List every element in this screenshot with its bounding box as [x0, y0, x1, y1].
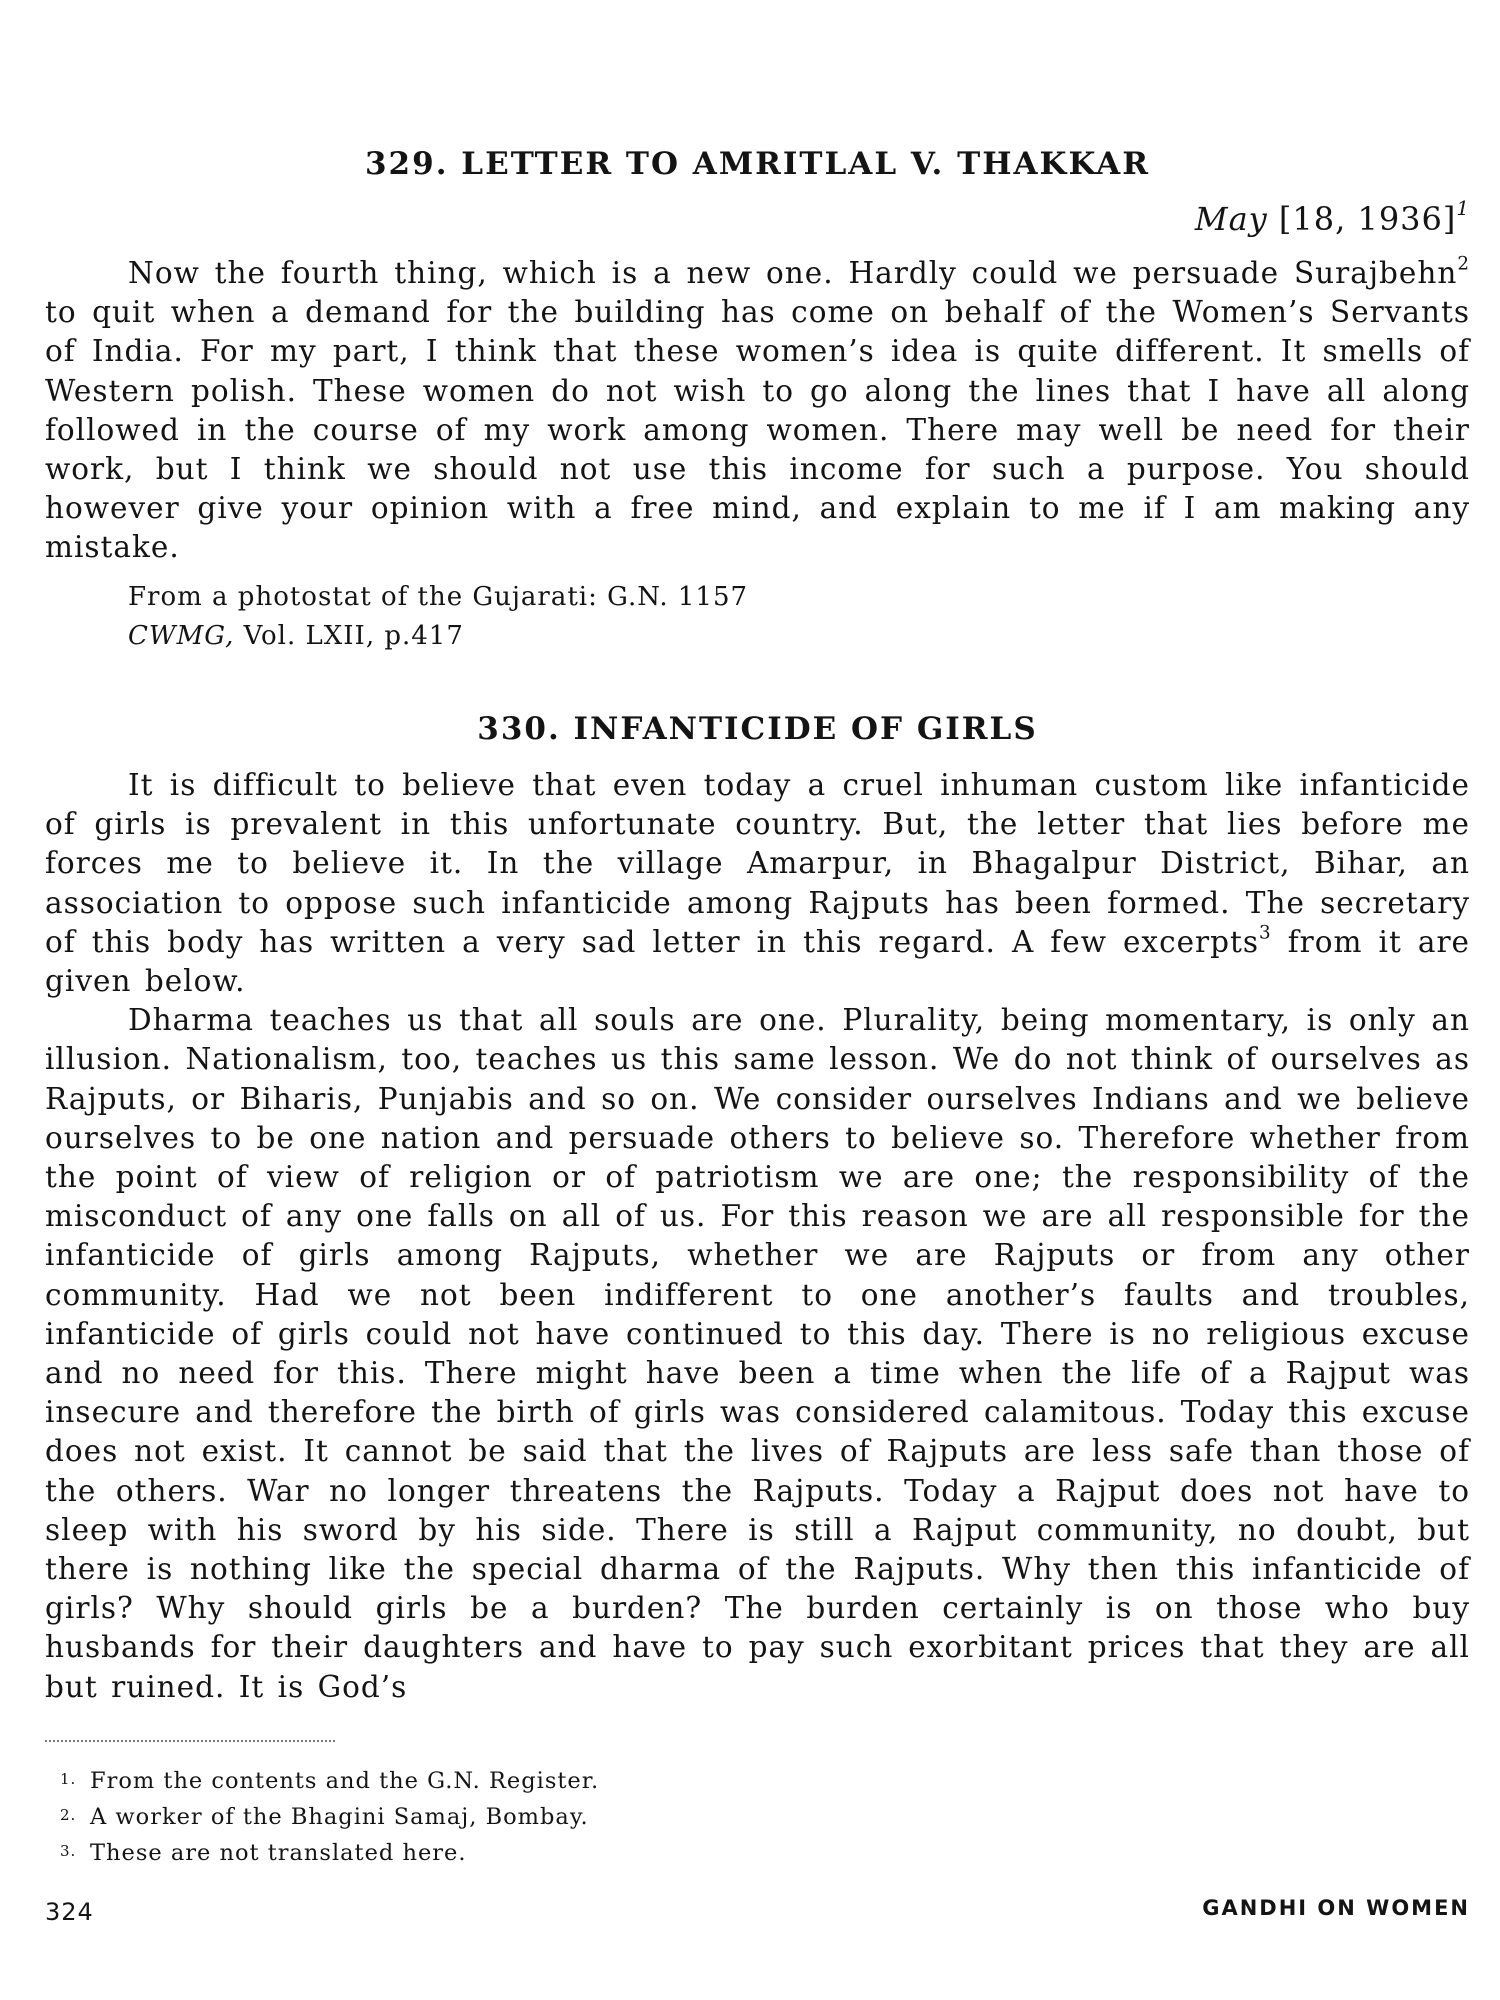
source-cwmg: CWMG, Vol. LXII, p.417 [128, 621, 464, 651]
letter-date [1194, 197, 1470, 238]
letter-body [45, 254, 1470, 568]
footnote-ref-2: 2 [1457, 253, 1470, 275]
letter-paragraph: Now the fourth thing, which is a new one. Hardly could we persuade Surajbehn$^2$ to quit when a demand for the building has come on behalf of the Women’s Servants of India. For my part, I think that these women’s idea is quite different. It smells of Western polish. These women do not wish to go along the lines that I have all along followed in the course of my work among women. There may well be need for their work, but I think we should not use this income for such a purpose. You should however give your opinion with a free mind, and explain to me if I am making any mistake. [45, 253, 1470, 565]
running-title: GANDHI ON WOMEN [1202, 1896, 1470, 1920]
date-month: May [1194, 200, 1279, 238]
letter-source [128, 578, 748, 656]
footnotes [60, 1762, 599, 1870]
article-paragraph-1: It is difficult to believe that even today a cruel inhuman custom like infanticide of girls is prevalent in this unfortunate country. But, the letter that lies before me forces me to believe it. In the village Amarpur, in Bhagalpur District, Bihar, an association to oppose such infanticide among Rajputs has been formed. The secretary of this body has written a very sad letter in this regard. A few excerpts$^3$ from it are given below. [45, 768, 1470, 999]
page-number: 324 [45, 1898, 94, 1926]
article-body [45, 766, 1470, 1707]
footnote-ref-1: 1 [1456, 197, 1470, 221]
source-photostat: From a photostat of the Gujarati: G.N. 1157 [128, 582, 749, 612]
letter-heading: 329. LETTER TO AMRITLAL V. THAKKAR [364, 146, 1150, 182]
date-bracketed: [18, 1936] [1278, 200, 1457, 238]
article-heading: 330. INFANTICIDE OF GIRLS [477, 711, 1038, 747]
footnote-divider [45, 1740, 335, 1742]
footnote-item: 3. These are not translated here. [60, 1840, 467, 1866]
footnote-item: 2. A worker of the Bhagini Samaj, Bombay. [60, 1804, 589, 1830]
book-page [45, 0, 1470, 2000]
footnote-ref-3: 3 [1259, 922, 1272, 944]
article-paragraph-2: Dharma teaches us that all souls are one. Plurality, being momentary, is only an illusion. Nationalism, too, teaches us this same lesson. We do not think of ourselves as Rajputs, or Biharis, Punjabis and so on. We consider ourselves Indians and we believe ourselves to be one nation and persuade others to believe so. Therefore whether from the point of view of religion or of patriotism we are one; the responsibility of the misconduct of any one falls on all of us. For this reason we are all responsible for the infanticide of girls among Rajputs, whether we are Rajputs or from any other community. Had we not been indifferent to one another’s faults and troubles, infanticide of girls could not have continued to this day. There is no religious excuse and no need for this. There might have been a time when the life of a Rajput was insecure and therefore the birth of girls was considered calamitous. Today this excuse does not exist. It cannot be said that the lives of Rajputs are less safe than those of the others. War no longer threatens the Rajputs. Today a Rajput does not have to sleep with his sword by his side. There is still a Rajput community, no doubt, but there is nothing like the special dharma of the Rajputs. Why then this infanticide of girls? Why should girls be a burden? The burden certainly is on those who buy husbands for their daughters and have to pay such exorbitant prices that they are all but ruined. It is God’s [45, 1003, 1470, 1704]
footnote-item: 1. From the contents and the G.N. Register. [60, 1768, 600, 1794]
